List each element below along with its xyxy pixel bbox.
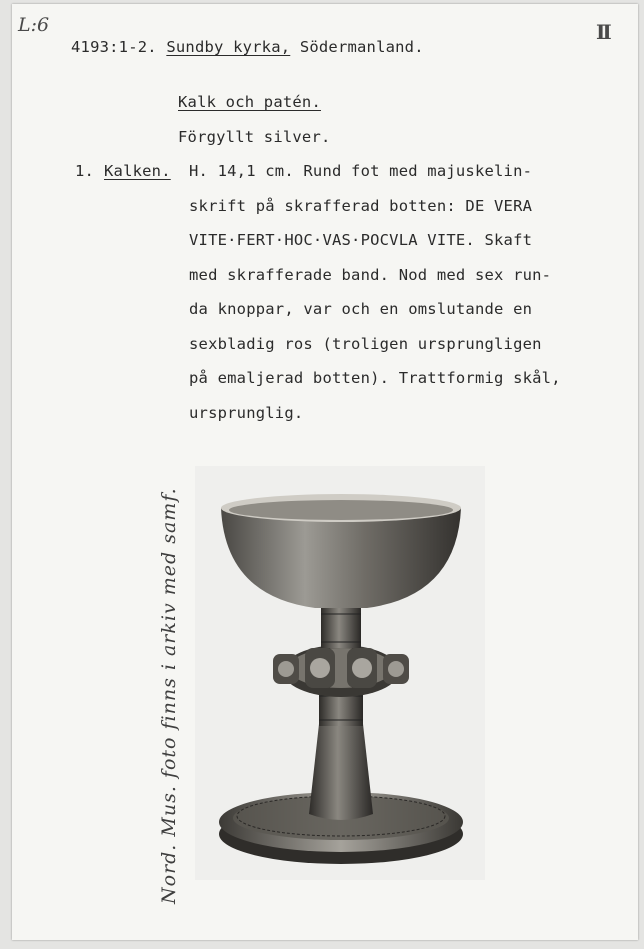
page-number: II [596,20,609,44]
item-number: 1. [75,162,95,180]
description-line: skrift på skrafferad botten: DE VERA [189,197,533,215]
description-line: VITE·FERT·HOC·VAS·POCVLA VITE. Skaft [189,231,533,249]
chalice-photo [195,466,485,880]
handwritten-margin-note: Nord. Mus. foto finns i arkiv med samf. [158,487,180,904]
description-line: ursprunglig. [189,404,304,422]
description-line: med skrafferade band. Nod med sex run- [189,266,552,284]
description-line: på emaljerad botten). Trattformig skål, [189,369,561,387]
description-line: sexbladig ros (troligen ursprungligen [189,335,542,353]
material: Förgyllt silver. [178,128,331,146]
catalog-mark: L:6 [18,14,50,36]
item-name: Kalken. [104,162,171,180]
description-line: H. 14,1 cm. Rund fot med majuskelin- [189,162,533,180]
header-line [71,38,424,56]
region-name: Södermanland. [299,38,424,56]
chalice-image [195,466,485,880]
inventory-number: 4193:1-2. [71,38,157,56]
place-name: Sundby kyrka, [166,38,291,56]
catalog-card [12,4,638,940]
object-title: Kalk och patén. [178,93,321,111]
description-line: da knoppar, var och en omslutande en [189,300,533,318]
